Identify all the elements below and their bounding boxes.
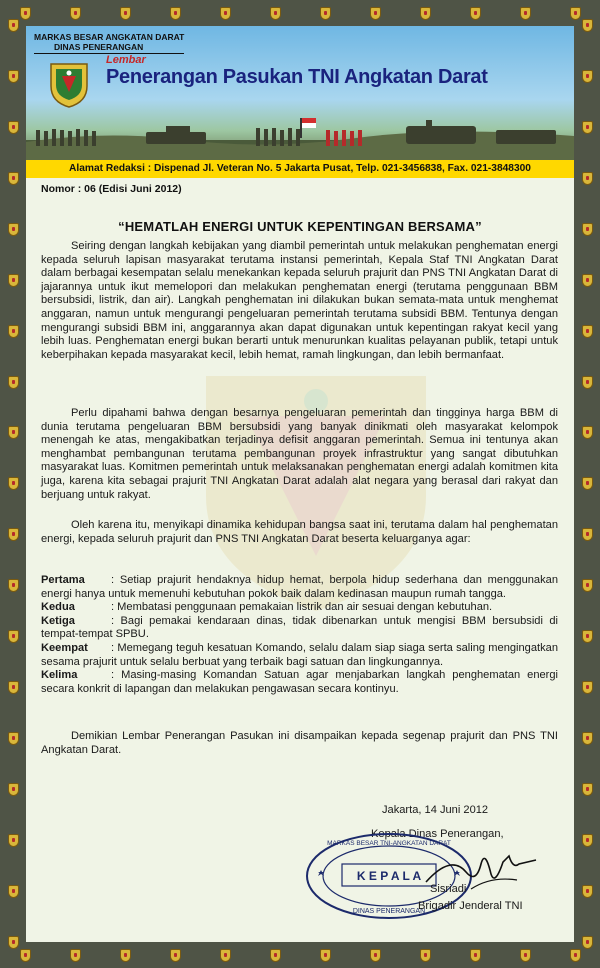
item-label: Pertama <box>41 574 85 586</box>
item-label: Keempat <box>41 641 88 654</box>
signatory-position: Kepala Dinas Penerangan, <box>371 828 504 840</box>
item-text: : Setiap prajurit hendaknya hidup hemat, berpola hidup sederhana dan menggunakan energi hanya untuk memenuhi kebutuhan pokok baik dalam kedinasan maupun rumah tangga. <box>41 574 558 600</box>
lembar-label: Lembar <box>106 54 146 66</box>
paragraph-2: Perlu dipahami bahwa dengan besarnya pengeluaran pemerintah dan tingginya harga BBM di dunia terutama pengeluaran BBM bersubsidi yang banyak dinikmati oleh masyarakat kelompok menengah ke atas, mengakibatkan terjadinya defisit anggaran pemerintah. Semua ini tentunya akan menghambat pembangunan terutama pembangunan proyek infrastruktur yang sangat dibutuhkan masyarakat luas. Komitmen pemerintah untuk melaksanakan penghematan energi adalah komitmen kita juga, karena kita sebagai prajurit TNI Angkatan Darat adalah alat negara yang berasal dari rakyat dan berjuang untuk rakyat. <box>41 407 558 501</box>
list-item <box>41 574 558 601</box>
stamp-bottom-text: DINAS PENERANGAN <box>352 908 426 915</box>
item-label: Kelima <box>41 669 78 682</box>
hq-name <box>34 32 184 52</box>
paragraph-1: Seiring dengan langkah kebijakan yang diambil pemerintah untuk melakukan penghematan energi kepada seluruh lapisan masyarakat terutama instansi pemerintah, Kepala Staf TNI Angkatan Darat dalam berbagai kesempatan selalu menekankan kepada seluruh prajurit dan PNS TNI Angkatan Darat di jajarannya untuk ikut memelopori dan melakukan penghematan energi (terutama penggunaan BBM bersubsidi, listrik, dan air). Langkah penghematan ini dilakukan bukan semata-mata untuk menghemat anggaran, namun untuk mengurangi pengeluaran pemerintah terutama subsidi BBM. Tentunya dengan mengurangi subsidi BBM ini, anggarannya akan dapat digunakan untuk kepentingan rakyat kecil yang lebih luas. Penghematan energi bukan berarti untuk menurunkan kualitas pelayanan publik, tetapi untuk keberpihakan kepada masyarakat kecil, lebih hemat, ramah lingkungan, dan lebih bermanfaat. <box>41 240 558 361</box>
place-date: Jakarta, 14 Juni 2012 <box>382 804 489 816</box>
letter-page <box>26 26 574 942</box>
border-emblems-left <box>0 0 26 968</box>
item-text: : Bagi pemakai kendaraan dinas, tidak dibenarkan untuk mengisi BBM bersubsidi di tempat-tempat SPBU. <box>41 614 558 641</box>
stamp-top-text: MARKAS BESAR TNI-ANGKATAN DARAT <box>327 840 451 847</box>
list-item <box>41 669 558 696</box>
list-item <box>41 615 558 642</box>
border-emblems-right <box>574 0 600 968</box>
signatory-name: Sisriadi <box>430 883 467 895</box>
address-bar: Alamat Redaksi : Dispenad Jl. Veteran No. 5 Jakarta Pusat, Telp. 021-3456838, Fax. 021-3848300 <box>26 160 574 178</box>
item-text: : Memegang teguh kesatuan Komando, selalu dalam siap siaga serta saling mengingatkan sesama prajurit untuk selalu berbuat yang terbaik bagi satuan dan lingkungannya. <box>41 641 558 668</box>
hq-line-1: MARKAS BESAR ANGKATAN DARAT <box>34 32 185 42</box>
army-emblem-icon <box>48 60 90 108</box>
border-emblems-bottom <box>0 942 600 968</box>
publication-title: Penerangan Pasukan TNI Angkatan Darat <box>106 66 488 88</box>
item-text: : Masing-masing Komandan Satuan agar menjabarkan langkah penghematan energi secara konkrit di lapangan dan melakukan pengawasan secara kontinyu. <box>41 669 558 695</box>
hq-line-2: DINAS PENERANGAN <box>54 42 144 52</box>
list-item <box>41 601 558 615</box>
letter-heading: “HEMATLAH ENERGI UNTUK KEPENTINGAN BERSAMA” <box>118 219 482 234</box>
closing-paragraph: Demikian Lembar Penerangan Pasukan ini disampaikan kepada segenap prajurit dan PNS TNI Angkatan Darat. <box>41 730 558 756</box>
item-label: Kedua <box>41 601 75 614</box>
paragraph-3: Oleh karena itu, menyikapi dinamika kehidupan bangsa saat ini, terutama dalam hal penghematan energi, kepada seluruh prajurit dan PNS TNI Angkatan Darat beserta keluarganya agar: <box>41 519 558 545</box>
troops-banner-image <box>26 118 574 160</box>
directive-list <box>41 574 558 696</box>
border-emblems-top <box>0 0 600 26</box>
signatory-rank: Brigadir Jenderal TNI <box>418 900 523 912</box>
header-banner <box>26 26 574 160</box>
item-text: : Membatasi penggunaan pemakaian listrik dan air sesuai dengan kebutuhan. <box>111 601 493 614</box>
list-item <box>41 642 558 669</box>
stamp-center-text: K E P A L A <box>356 869 422 883</box>
item-label: Ketiga <box>41 614 75 627</box>
issue-number: Nomor : 06 (Edisi Juni 2012) <box>41 183 182 195</box>
